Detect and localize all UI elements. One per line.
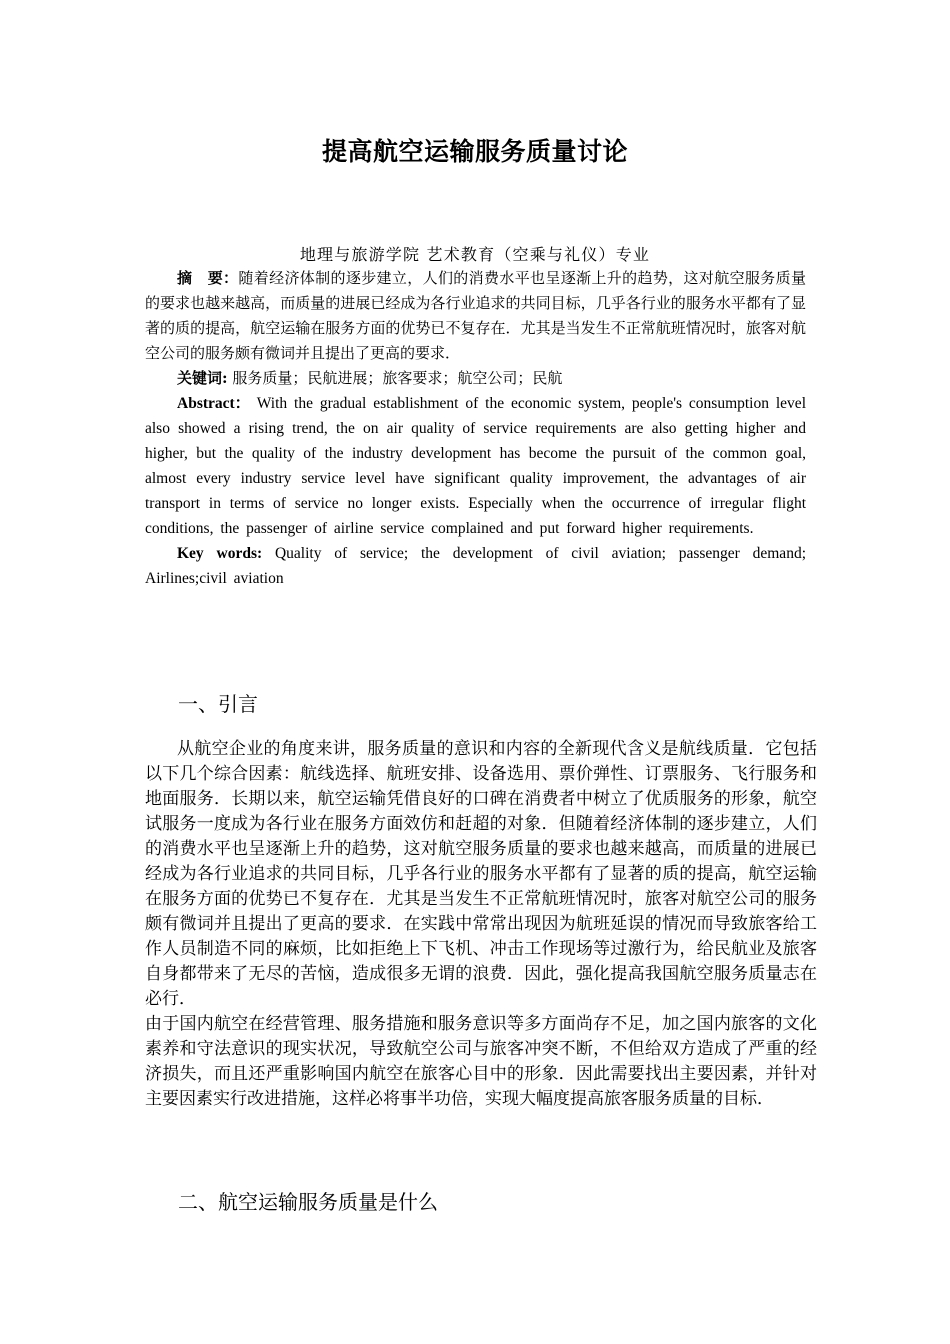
- section-heading-introduction: 一、引言: [178, 692, 258, 716]
- author-affiliation: 地理与旅游学院 艺术教育（空乘与礼仪）专业: [299, 245, 651, 264]
- body-paragraph: 从航空企业的角度来讲，服务质量的意识和内容的全新现代含义是航线质量．它包括以下几个综合因素：航线选择、航班安排、设备选用、票价弹性、订票服务、飞行服务和地面服务．长期以来，航空运输凭借良好的口碑在消费者中树立了优质服务的形象，航空试服务一度成为各行业在服务方面效仿和赶超的对象．但随着经济体制的逐步建立，人们的消费水平也呈逐渐上升的趋势，这对航空服务质量的要求也越来越高，而质量的进展已经成为各行业追求的共同目标，几乎各行业的服务水平都有了显著的质的提高，航空运输在服务方面的优势已不复存在．尤其是当发生不正常航班情况时，旅客对航空公司的服务颇有微词并且提出了更高的要求．在实践中常常出现因为航班延误的情况而导致旅客给工作人员制造不同的麻烦，比如拒绝上下飞机、冲击工作现场等过激行为，给民航业及旅客自身都带来了无尽的苦恼，造成很多无谓的浪费．因此，强化提高我国航空服务质量志在必行．: [145, 739, 817, 1009]
- en-abstract-label: Abstract：: [177, 395, 251, 412]
- en-keywords-text: Quality of service; the development of civil aviation; passenger demand; Airlines;civil aviation: [145, 545, 806, 587]
- chinese-abstract: [145, 266, 806, 366]
- abstract-text: 随着经济体制的逐步建立，人们的消费水平也呈逐渐上升的趋势，这对航空服务质量的要求也越来越高，而质量的进展已经成为各行业追求的共同目标，几乎各行业的服务水平都有了显著的质的提高，航空运输在服务方面的优势已不复存在．尤其是当发生不正常航班情况时，旅客对航空公司的服务颇有微词并且提出了更高的要求．: [145, 269, 806, 362]
- abstract-section: [145, 266, 806, 591]
- document-title: 提高航空运输服务质量讨论: [321, 137, 628, 166]
- body-paragraph: 由于国内航空在经营管理、服务措施和服务意识等多方面尚存不足，加之国内旅客的文化素养和守法意识的现实状况，导致航空公司与旅客冲突不断，不但给双方造成了严重的经济损失，而且还严重影响国内航空在旅客心目中的形象．因此需要找出主要因素，并针对主要因素实行改进措施，这样必将事半功倍，实现大幅度提高旅客服务质量的目标．: [145, 1014, 817, 1109]
- abstract-label: 摘 要：: [177, 269, 239, 287]
- keywords-label: 关键词:: [177, 369, 228, 387]
- keywords-text: 服务质量；民航进展；旅客要求；航空公司；民航: [227, 369, 563, 387]
- en-keywords-label: Key words:: [177, 545, 263, 562]
- en-abstract-text: With the gradual establishment of the economic system, people's consumption level also showed a rising trend, the on air quality of service requirements are also getting higher and higher, but the quality of the industry development has become the pursuit of the common goal, almost every industry service level have significant quality improvement, the advantages of air transport in terms of service no longer exists. Especially when the occurrence of irregular flight conditions, the passenger of airline service complained and put forward higher requirements.: [145, 395, 806, 537]
- section-body-introduction: [145, 737, 817, 1112]
- section-heading-service-quality: 二、航空运输服务质量是什么: [178, 1190, 438, 1214]
- english-abstract: [145, 391, 806, 541]
- english-keywords: [145, 541, 806, 591]
- chinese-keywords: [145, 366, 806, 391]
